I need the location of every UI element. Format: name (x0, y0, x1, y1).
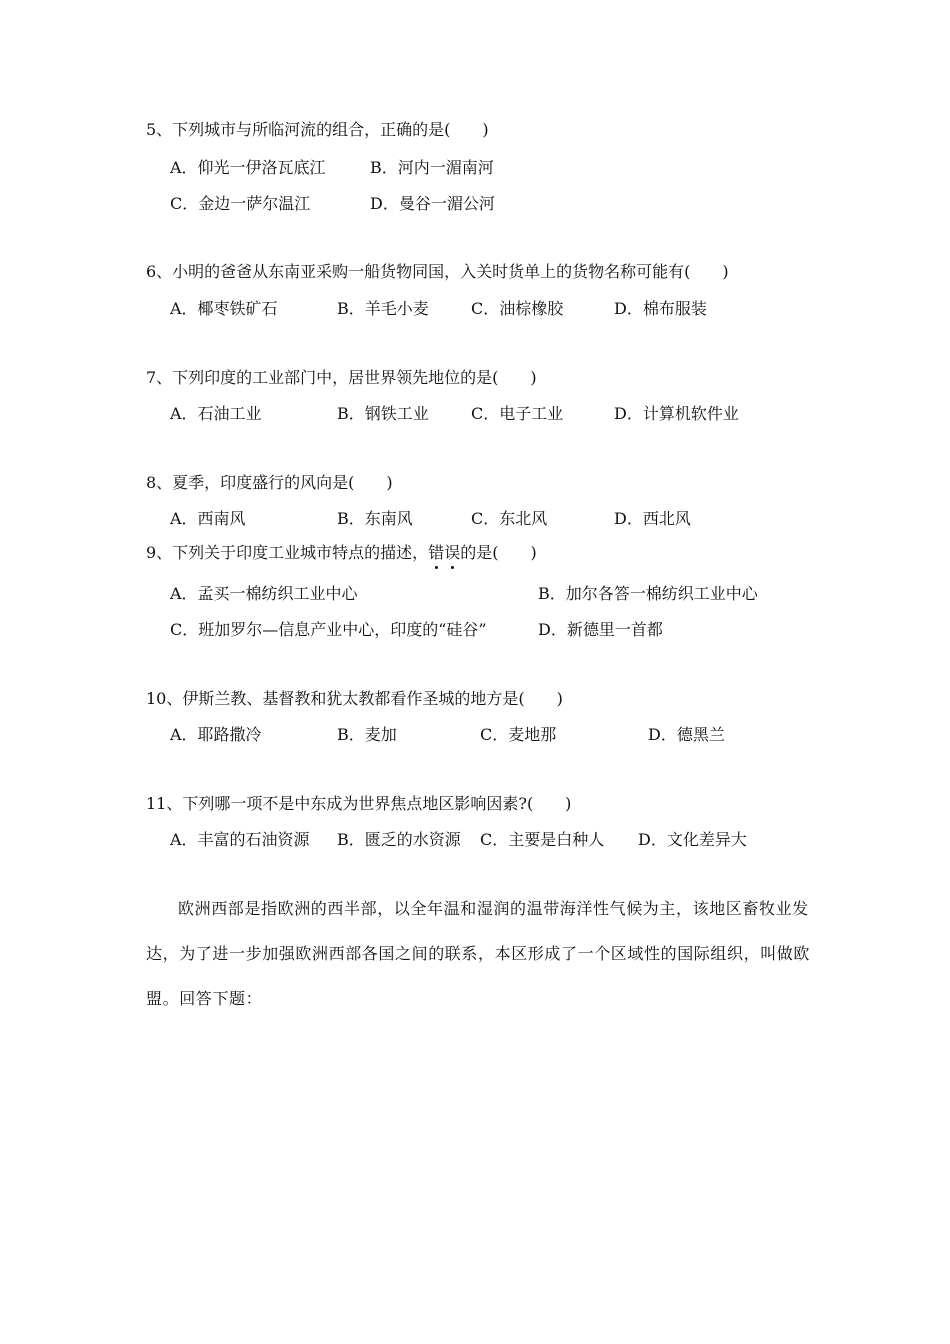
question-5-stem: 5、下列城市与所临河流的组合，正确的是( ) (146, 120, 489, 139)
question-11-option-b: B．匮乏的水资源 (337, 830, 461, 849)
question-7-option-b: B．钢铁工业 (337, 404, 429, 423)
emphasis-char: 误 (444, 543, 461, 562)
question-6-stem: 6、小明的爸爸从东南亚采购一船货物同国，入关时货单上的货物名称可能有( ) (146, 262, 729, 281)
question-8-option-c: C．东北风 (471, 509, 548, 528)
question-7-stem: 7、下列印度的工业部门中，居世界领先地位的是( ) (146, 368, 537, 387)
question-5-option-a: A．仰光一伊洛瓦底江 (170, 158, 326, 177)
question-8-option-d: D．西北风 (614, 509, 691, 528)
question-10-option-d: D．德黑兰 (648, 725, 725, 744)
question-6-option-d: D．棉布服装 (614, 299, 707, 318)
question-10-option-b: B．麦加 (337, 725, 397, 744)
question-7-option-d: D．计算机软件业 (614, 404, 739, 423)
question-8-option-a: A．西南风 (170, 509, 246, 528)
question-9-option-c: C．班加罗尔—信息产业中心，印度的“硅谷” (170, 620, 487, 639)
question-10-option-a: A．耶路撒冷 (170, 725, 262, 744)
question-8-option-b: B．东南风 (337, 509, 413, 528)
question-11-option-c: C．主要是白种人 (480, 830, 605, 849)
question-7-option-a: A．石油工业 (170, 404, 262, 423)
question-11-stem: 11、下列哪一项不是中东成为世界焦点地区影响因素?( ) (146, 794, 572, 813)
question-11-option-d: D．文化差异大 (638, 830, 747, 849)
question-9-stem (146, 543, 537, 563)
question-6-option-b: B．羊毛小麦 (337, 299, 429, 318)
reading-passage: 欧洲西部是指欧洲的西半部，以全年温和湿润的温带海洋性气候为主，该地区畜牧业发达，为了进一步加强欧洲西部各国之间的联系，本区形成了一个区域性的国际组织，叫做欧盟。回答下题： (146, 899, 811, 1008)
question-9-stem-after: 的是( ) (460, 543, 537, 562)
question-5-option-c: C．金边一萨尔温江 (170, 194, 311, 213)
question-10-stem: 10、伊斯兰教、基督教和犹太教都看作圣城的地方是( ) (146, 689, 563, 708)
question-7-option-c: C．电子工业 (471, 404, 564, 423)
emphasis-char: 错 (428, 543, 445, 562)
question-8-stem: 8、夏季，印度盛行的风向是( ) (146, 473, 393, 492)
question-5-option-d: D．曼谷一湄公河 (370, 194, 495, 213)
question-6-option-c: C．油棕橡胶 (471, 299, 564, 318)
question-9-stem-before: 9、下列关于印度工业城市特点的描述， (146, 543, 429, 562)
question-5-option-b: B．河内一湄南河 (370, 158, 494, 177)
question-10-option-c: C．麦地那 (480, 725, 557, 744)
question-9-option-d: D．新德里一首都 (538, 620, 663, 639)
question-6-option-a: A．椰枣铁矿石 (170, 299, 278, 318)
question-9-option-a: A．孟买一棉纺织工业中心 (170, 584, 358, 603)
question-11-option-a: A．丰富的石油资源 (170, 830, 310, 849)
question-9-option-b: B．加尔各答一棉纺织工业中心 (538, 584, 758, 603)
